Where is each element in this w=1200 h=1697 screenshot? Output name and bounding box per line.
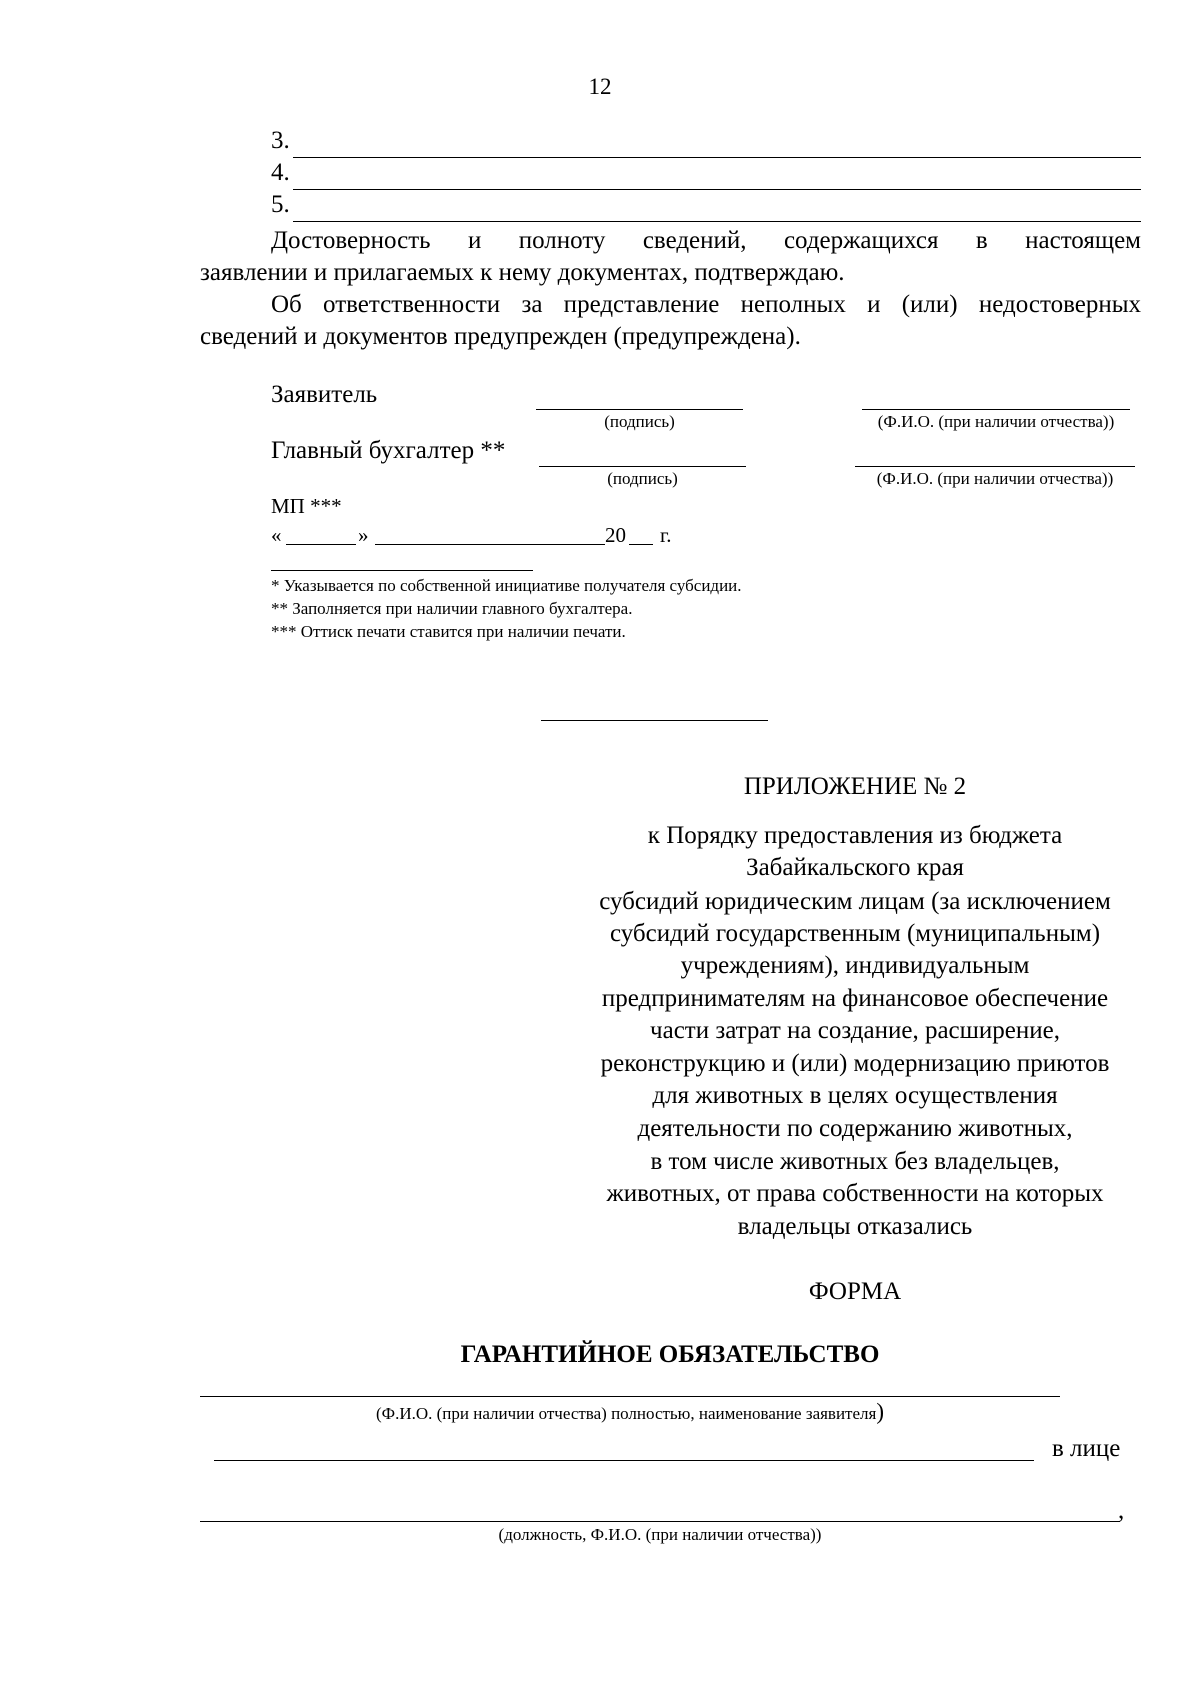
appendix-line-6: предпринимателям на финансовое обеспечение (601, 985, 1109, 1012)
appendix-line-8: реконструкцию и (или) модернизацию приютов (600, 1050, 1110, 1077)
paragraph-2-line-2: сведений и документов предупрежден (предупреждена). (200, 323, 801, 350)
numbered-line-3-label: 3. (271, 127, 290, 154)
footnote-2: ** Заполняется при наличии главного бухгалтера. (271, 599, 633, 618)
representative-line[interactable] (214, 1460, 1034, 1461)
applicant-label: Заявитель (271, 381, 378, 408)
applicant-signature-line[interactable] (536, 409, 743, 410)
footnote-3: *** Оттиск печати ставится при наличии печати. (271, 622, 626, 641)
applicant-fio-caption: (Ф.И.О. (при наличии отчества)) (877, 412, 1115, 431)
applicant-signature-caption: (подпись) (604, 412, 675, 431)
appendix-line-13: владельцы отказались (737, 1213, 973, 1240)
paragraph-1-line-1: Достоверность и полноту сведений, содержащихся в настоящем (271, 227, 1141, 254)
applicant-name-caption-paren: ) (876, 1399, 885, 1424)
stamp-label: МП *** (271, 494, 342, 518)
footnote-1: * Указывается по собственной инициативе получателя субсидии. (271, 576, 742, 595)
date-year-prefix: 20 (605, 523, 626, 547)
applicant-name-caption (200, 1401, 1060, 1425)
position-name-caption: (должность, Ф.И.О. (при наличии отчества)) (498, 1525, 822, 1544)
in-person-label: в лице (1052, 1435, 1121, 1462)
date-day-line[interactable] (286, 544, 356, 545)
numbered-line-3-rule (293, 157, 1141, 158)
section-separator (541, 720, 768, 721)
appendix-line-10: деятельности по содержанию животных, (637, 1115, 1073, 1142)
footnote-separator (271, 570, 533, 571)
date-year-line[interactable] (629, 544, 653, 545)
appendix-title: ПРИЛОЖЕНИЕ № 2 (743, 773, 967, 800)
date-open-quote: « (271, 523, 282, 547)
appendix-line-4: субсидий государственным (муниципальным) (609, 920, 1101, 947)
appendix-line-3: субсидий юридическим лицам (за исключением (599, 888, 1111, 915)
numbered-line-5-label: 5. (271, 191, 290, 218)
appendix-line-7: части затрат на создание, расширение, (650, 1017, 1060, 1044)
appendix-line-1: к Порядку предоставления из бюджета (647, 822, 1063, 849)
trailing-comma: , (1118, 1497, 1125, 1524)
appendix-line-5: учреждениям), индивидуальным (680, 952, 1030, 979)
appendix-line-2: Забайкальского края (746, 854, 964, 881)
date-year-suffix: г. (660, 523, 672, 547)
chief-accountant-fio-line[interactable] (855, 466, 1135, 467)
date-month-line[interactable] (375, 544, 605, 545)
numbered-line-4-label: 4. (271, 159, 290, 186)
position-name-line[interactable] (200, 1521, 1120, 1522)
appendix-line-11: в том числе животных без владельцев, (650, 1148, 1060, 1175)
document-title: ГАРАНТИЙНОЕ ОБЯЗАТЕЛЬСТВО (460, 1341, 880, 1368)
applicant-name-line[interactable] (200, 1396, 1060, 1397)
appendix-line-12: животных, от права собственности на которых (606, 1180, 1104, 1207)
applicant-fio-line[interactable] (862, 409, 1130, 410)
date-close-quote: » (358, 523, 369, 547)
applicant-name-caption-text: (Ф.И.О. (при наличии отчества) полностью, наименование заявителя (375, 1404, 877, 1423)
page-number: 12 (588, 74, 612, 99)
chief-accountant-fio-caption: (Ф.И.О. (при наличии отчества)) (876, 469, 1114, 488)
numbered-line-4-rule (293, 189, 1141, 190)
appendix-line-9: для животных в целях осуществления (652, 1082, 1058, 1109)
chief-accountant-label: Главный бухгалтер ** (271, 437, 506, 464)
chief-accountant-signature-line[interactable] (539, 466, 746, 467)
paragraph-2-line-1: Об ответственности за представление неполных и (или) недостоверных (271, 291, 1141, 318)
chief-accountant-signature-caption: (подпись) (607, 469, 678, 488)
paragraph-1-line-2: заявлении и прилагаемых к нему документах, подтверждаю. (200, 259, 845, 286)
numbered-line-5-rule (293, 221, 1141, 222)
form-label: ФОРМА (808, 1278, 902, 1305)
